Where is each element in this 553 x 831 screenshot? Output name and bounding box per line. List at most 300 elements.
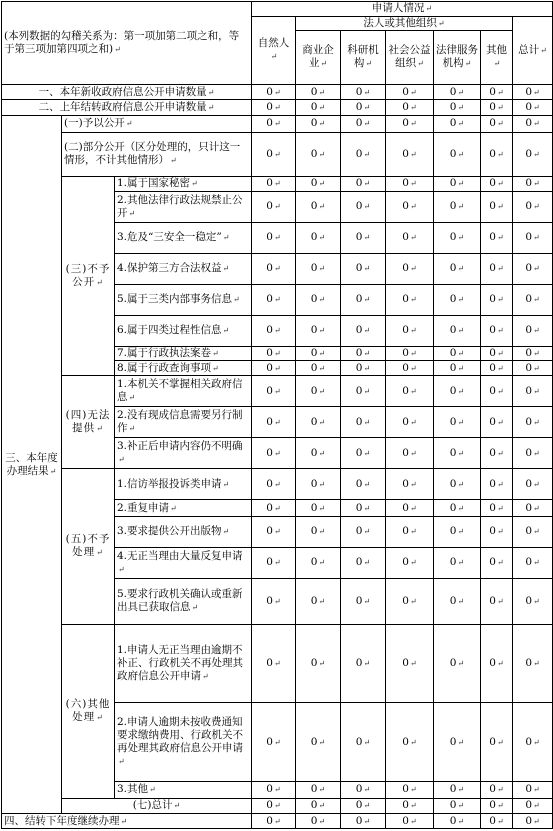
item-label [115, 703, 252, 782]
paragraph-mark-icon: ↵ [318, 479, 326, 489]
paragraph-mark-icon: ↵ [273, 737, 281, 747]
commercial-header [296, 31, 341, 85]
group-label [62, 115, 252, 132]
value-cell [252, 814, 296, 829]
paragraph-mark-icon: ↵ [409, 596, 417, 606]
value-cell-text: 0 [266, 556, 273, 569]
value-cell [513, 100, 553, 116]
section-label-text: 一、本年新收政府信息公开申请数量 [38, 85, 207, 98]
paragraph-mark-icon: ↵ [318, 202, 326, 212]
paragraph-mark-icon: ↵ [222, 233, 230, 243]
value-cell-text: 0 [355, 501, 363, 514]
paragraph-mark-icon: ↵ [318, 658, 326, 668]
value-cell-text: 0 [310, 200, 318, 213]
value-cell-text: 0 [310, 177, 318, 190]
value-cell [386, 284, 434, 315]
value-cell-text: 0 [355, 231, 363, 244]
group-label [62, 132, 252, 177]
paragraph-mark-icon: ↵ [540, 45, 547, 55]
value-cell [513, 222, 553, 253]
paragraph-mark-icon: ↵ [318, 558, 326, 568]
value-cell-text: 0 [489, 262, 496, 275]
value-cell [296, 579, 341, 625]
paragraph-mark-icon: ↵ [318, 737, 326, 747]
value-cell [481, 115, 513, 132]
value-cell [296, 84, 341, 100]
paragraph-mark-icon: ↵ [363, 326, 371, 336]
value-cell [252, 469, 296, 500]
value-cell-text: 0 [489, 501, 496, 514]
value-cell [386, 177, 434, 192]
value-cell-text: 0 [355, 101, 363, 114]
paragraph-mark-icon: ↵ [533, 202, 540, 212]
value-cell-text: 0 [449, 415, 457, 428]
paragraph-mark-icon: ↵ [533, 658, 540, 668]
value-cell-text: 0 [402, 525, 409, 538]
value-cell [513, 177, 553, 192]
value-cell [513, 516, 553, 547]
paragraph-mark-icon: ↵ [409, 448, 417, 458]
paragraph-mark-icon: ↵ [496, 103, 504, 113]
value-cell-text: 0 [355, 293, 363, 306]
value-cell [386, 100, 434, 116]
paragraph-mark-icon: ↵ [457, 179, 465, 189]
paragraph-mark-icon: ↵ [457, 119, 465, 129]
value-cell-text: 0 [402, 594, 409, 607]
total-header [513, 16, 553, 84]
paragraph-mark-icon: ↵ [409, 264, 417, 274]
value-cell-text: 0 [355, 783, 363, 796]
paragraph-mark-icon: ↵ [222, 264, 230, 274]
paragraph-mark-icon: ↵ [273, 658, 281, 668]
item-label [115, 469, 252, 500]
paragraph-mark-icon: ↵ [437, 18, 445, 28]
value-cell-text: 0 [310, 594, 318, 607]
value-cell-text: 0 [449, 324, 457, 337]
paragraph-mark-icon: ↵ [496, 448, 504, 458]
value-cell [252, 177, 296, 192]
item-label-text: 4.无正当理由大量反复申请 [117, 549, 243, 562]
value-cell-text: 0 [489, 231, 496, 244]
paragraph-mark-icon: ↵ [318, 386, 326, 396]
value-cell [341, 253, 386, 284]
value-cell [341, 115, 386, 132]
value-cell [513, 346, 553, 361]
value-cell [386, 547, 434, 578]
group-label-text: (四)无法提供 [65, 409, 111, 435]
paragraph-mark-icon: ↵ [318, 596, 326, 606]
value-cell [434, 361, 481, 376]
legal-group-header [296, 16, 513, 31]
value-cell [513, 191, 553, 222]
value-cell-text: 0 [266, 200, 273, 213]
paragraph-mark-icon: ↵ [409, 558, 417, 568]
table-row [2, 2, 553, 17]
item-label-text: 5.要求行政机关确认或重新出具已获取信息 [117, 588, 243, 614]
value-cell-text: 0 [402, 783, 409, 796]
section-label-text: 二、上年结转政府信息公开申请数量 [38, 101, 207, 114]
paragraph-mark-icon: ↵ [496, 386, 504, 396]
value-cell [252, 624, 296, 703]
value-cell [341, 500, 386, 517]
paragraph-mark-icon: ↵ [207, 103, 215, 113]
value-cell-text: 0 [266, 231, 273, 244]
value-cell [252, 100, 296, 116]
paragraph-mark-icon: ↵ [191, 179, 198, 189]
value-cell [386, 782, 434, 799]
paragraph-mark-icon: ↵ [496, 179, 504, 189]
paragraph-mark-icon: ↵ [318, 233, 326, 243]
paragraph-mark-icon: ↵ [363, 87, 371, 97]
paragraph-mark-icon: ↵ [318, 801, 326, 811]
section-label [2, 84, 252, 100]
value-cell-text: 0 [489, 799, 496, 812]
item-label-text: 3.要求提供公开出版物 [117, 525, 222, 538]
value-cell-text: 0 [266, 324, 273, 337]
value-cell [386, 132, 434, 177]
value-cell-text: 0 [489, 200, 496, 213]
value-cell [386, 115, 434, 132]
paragraph-mark-icon: ↵ [409, 737, 417, 747]
value-cell [341, 703, 386, 782]
group-label-text: (五)不予处理 [65, 533, 111, 559]
value-cell-text: 0 [449, 477, 457, 490]
paragraph-mark-icon: ↵ [273, 417, 281, 427]
value-cell-text: 0 [525, 384, 532, 397]
value-cell-text: 0 [525, 525, 532, 538]
paragraph-mark-icon: ↵ [222, 479, 230, 489]
value-cell-text: 0 [355, 735, 363, 748]
value-cell-text: 0 [355, 177, 363, 190]
value-cell [481, 346, 513, 361]
paragraph-mark-icon: ↵ [273, 448, 281, 458]
value-cell [296, 346, 341, 361]
value-cell-text: 0 [525, 231, 532, 244]
paragraph-mark-icon: ↵ [363, 558, 371, 568]
paragraph-mark-icon: ↵ [457, 264, 465, 274]
value-cell-text: 0 [449, 200, 457, 213]
value-cell [434, 407, 481, 438]
paragraph-mark-icon: ↵ [318, 264, 326, 274]
value-cell-text: 0 [525, 446, 532, 459]
value-cell [434, 222, 481, 253]
paragraph-mark-icon: ↵ [318, 417, 326, 427]
value-cell [513, 284, 553, 315]
value-cell [513, 624, 553, 703]
table-row [2, 469, 553, 500]
value-cell-text: 0 [525, 117, 532, 130]
value-cell [481, 191, 513, 222]
item-label [115, 177, 252, 192]
paragraph-mark-icon: ↵ [457, 326, 465, 336]
paragraph-mark-icon: ↵ [118, 455, 125, 465]
paragraph-mark-icon: ↵ [273, 264, 281, 274]
paragraph-mark-icon: ↵ [496, 349, 504, 359]
value-cell-text: 0 [525, 501, 532, 514]
table-row [2, 177, 553, 192]
paragraph-mark-icon: ↵ [318, 363, 326, 373]
value-cell [434, 516, 481, 547]
section-label-text: 四、结转下年度继续办理 [4, 814, 120, 827]
table-row [2, 100, 553, 116]
paragraph-mark-icon: ↵ [457, 386, 465, 396]
value-cell-text: 0 [310, 117, 318, 130]
paragraph-mark-icon: ↵ [273, 119, 281, 129]
paragraph-mark-icon: ↵ [212, 349, 219, 359]
item-label [115, 624, 252, 703]
value-cell [513, 115, 553, 132]
paragraph-mark-icon: ↵ [496, 596, 504, 606]
value-cell [386, 798, 434, 814]
value-cell-text: 0 [266, 477, 273, 490]
value-cell [296, 624, 341, 703]
value-cell-text: 0 [402, 656, 409, 669]
value-cell [513, 798, 553, 814]
paragraph-mark-icon: ↵ [409, 179, 417, 189]
table-row [2, 84, 553, 100]
value-cell-text: 0 [310, 415, 318, 428]
item-label [115, 547, 252, 578]
value-cell [252, 375, 296, 406]
item-label-text: 2.其他法律行政法规禁止公开 [117, 193, 243, 219]
value-cell-text: 0 [266, 262, 273, 275]
applicant-header [252, 2, 553, 17]
paragraph-mark-icon: ↵ [496, 326, 504, 336]
paragraph-mark-icon: ↵ [533, 816, 540, 826]
paragraph-mark-icon: ↵ [273, 801, 281, 811]
paragraph-mark-icon: ↵ [457, 596, 465, 606]
value-cell-text: 0 [310, 85, 318, 98]
paragraph-mark-icon: ↵ [96, 713, 104, 723]
paragraph-mark-icon: ↵ [120, 816, 128, 826]
table-row [2, 132, 553, 177]
value-cell-text: 0 [449, 594, 457, 607]
value-cell-text: 0 [310, 231, 318, 244]
paragraph-mark-icon: ↵ [273, 479, 281, 489]
paragraph-mark-icon: ↵ [496, 417, 504, 427]
paragraph-mark-icon: ↵ [409, 149, 417, 159]
value-cell [481, 703, 513, 782]
paragraph-mark-icon: ↵ [533, 386, 540, 396]
value-cell-text: 0 [525, 556, 532, 569]
group-label [62, 469, 115, 624]
table-row [2, 115, 553, 132]
value-cell-text: 0 [449, 177, 457, 190]
paragraph-mark-icon: ↵ [409, 326, 417, 336]
value-cell [341, 469, 386, 500]
value-cell-text: 0 [449, 147, 457, 160]
value-cell [296, 132, 341, 177]
paragraph-mark-icon: ↵ [496, 149, 504, 159]
value-cell-text: 0 [402, 147, 409, 160]
value-cell-text: 0 [489, 85, 496, 98]
value-cell-text: 0 [310, 347, 318, 360]
value-cell-text: 0 [489, 101, 496, 114]
paragraph-mark-icon: ↵ [363, 503, 371, 513]
paragraph-mark-icon: ↵ [457, 202, 465, 212]
paragraph-mark-icon: ↵ [457, 558, 465, 568]
paragraph-mark-icon: ↵ [409, 202, 417, 212]
paragraph-mark-icon: ↵ [363, 202, 371, 212]
value-cell-text: 0 [525, 477, 532, 490]
value-cell [434, 703, 481, 782]
paragraph-mark-icon: ↵ [318, 295, 326, 305]
value-cell-text: 0 [525, 85, 532, 98]
value-cell [341, 438, 386, 469]
value-cell [481, 438, 513, 469]
value-cell-text: 0 [402, 200, 409, 213]
paragraph-mark-icon: ↵ [318, 119, 326, 129]
value-cell-text: 0 [449, 735, 457, 748]
value-cell-text: 0 [489, 117, 496, 130]
value-cell-text: 0 [310, 101, 318, 114]
value-cell-text: 0 [525, 347, 532, 360]
item-label-text: 2.申请人逾期未按收费通知要求缴纳费用、行政机关不再处理其政府信息公开申请 [117, 716, 243, 755]
value-cell [481, 624, 513, 703]
value-cell-text: 0 [525, 415, 532, 428]
value-cell-text: 0 [525, 262, 532, 275]
value-cell [434, 315, 481, 346]
paragraph-mark-icon: ↵ [493, 59, 501, 69]
paragraph-mark-icon: ↵ [273, 596, 281, 606]
group-label-text: (一)予以公开 [64, 117, 125, 130]
value-cell [513, 132, 553, 177]
paragraph-mark-icon: ↵ [457, 349, 465, 359]
value-cell-text: 0 [489, 525, 496, 538]
value-cell [386, 191, 434, 222]
value-cell-text: 0 [402, 262, 409, 275]
paragraph-mark-icon: ↵ [496, 737, 504, 747]
item-label-text: 1.属于国家秘密 [117, 177, 191, 190]
value-cell [252, 361, 296, 376]
value-cell-text: 0 [266, 384, 273, 397]
value-cell-text: 0 [449, 293, 457, 306]
group-label-text: (六)其他处理 [65, 698, 111, 724]
value-cell-text: 0 [355, 446, 363, 459]
value-cell-text: 0 [402, 177, 409, 190]
natural-person-header [252, 16, 296, 84]
paragraph-mark-icon: ↵ [409, 503, 417, 513]
paragraph-mark-icon: ↵ [128, 208, 136, 218]
paragraph-mark-icon: ↵ [96, 278, 104, 288]
paragraph-mark-icon: ↵ [363, 527, 371, 537]
item-label-text: 8.属于行政查询事项 [117, 361, 212, 374]
value-cell [481, 132, 513, 177]
value-cell-text: 0 [489, 415, 496, 428]
paragraph-mark-icon: ↵ [409, 119, 417, 129]
value-cell [434, 132, 481, 177]
value-cell [481, 814, 513, 829]
value-cell [252, 407, 296, 438]
value-cell-text: 0 [402, 293, 409, 306]
value-cell [481, 500, 513, 517]
value-cell-text: 0 [355, 415, 363, 428]
value-cell [434, 438, 481, 469]
value-cell-text: 0 [355, 594, 363, 607]
value-cell-text: 0 [489, 556, 496, 569]
value-cell [296, 284, 341, 315]
value-cell [386, 84, 434, 100]
other-header [481, 31, 513, 85]
value-cell [252, 84, 296, 100]
value-cell [252, 284, 296, 315]
paragraph-mark-icon: ↵ [496, 816, 504, 826]
item-label [115, 315, 252, 346]
paragraph-mark-icon: ↵ [409, 363, 417, 373]
item-label [115, 253, 252, 284]
value-cell [386, 516, 434, 547]
value-cell [434, 624, 481, 703]
paragraph-mark-icon: ↵ [533, 349, 540, 359]
item-label [115, 407, 252, 438]
value-cell [434, 500, 481, 517]
item-label-text: 4.保护第三方合法权益 [117, 262, 222, 275]
value-cell-text: 0 [402, 799, 409, 812]
group-label [62, 798, 252, 814]
paragraph-mark-icon: ↵ [457, 801, 465, 811]
paragraph-mark-icon: ↵ [273, 349, 281, 359]
value-cell-text: 0 [266, 415, 273, 428]
value-cell [252, 798, 296, 814]
paragraph-mark-icon: ↵ [533, 448, 540, 458]
value-cell-text: 0 [310, 147, 318, 160]
value-cell-text: 0 [355, 324, 363, 337]
value-cell [296, 469, 341, 500]
paragraph-mark-icon: ↵ [49, 466, 57, 476]
paragraph-mark-icon: ↵ [409, 233, 417, 243]
value-cell-text: 0 [449, 783, 457, 796]
value-cell-text: 0 [355, 347, 363, 360]
value-cell [341, 782, 386, 799]
paragraph-mark-icon: ↵ [496, 527, 504, 537]
value-cell [386, 579, 434, 625]
value-cell-text: 0 [266, 147, 273, 160]
value-cell-text: 0 [355, 814, 363, 827]
paragraph-mark-icon: ↵ [363, 363, 371, 373]
value-cell [434, 253, 481, 284]
paragraph-mark-icon: ↵ [533, 417, 540, 427]
value-cell [513, 782, 553, 799]
paragraph-mark-icon: ↵ [170, 503, 177, 513]
value-cell-text: 0 [266, 101, 273, 114]
value-cell-text: 0 [266, 656, 273, 669]
value-cell-text: 0 [449, 525, 457, 538]
value-cell [252, 315, 296, 346]
value-cell [341, 191, 386, 222]
value-cell [513, 407, 553, 438]
value-cell-text: 0 [355, 525, 363, 538]
value-cell-text: 0 [266, 525, 273, 538]
paragraph-mark-icon: ↵ [457, 658, 465, 668]
value-cell [513, 500, 553, 517]
item-label [115, 516, 252, 547]
paragraph-mark-icon: ↵ [318, 448, 326, 458]
value-cell-text: 0 [489, 735, 496, 748]
table-row [2, 814, 553, 829]
paragraph-mark-icon: ↵ [363, 349, 371, 359]
table-row [2, 798, 553, 814]
value-cell-text: 0 [489, 147, 496, 160]
value-cell-text: 0 [449, 384, 457, 397]
value-cell-text: 0 [402, 85, 409, 98]
value-cell-text: 0 [489, 177, 496, 190]
value-cell [434, 469, 481, 500]
paragraph-mark-icon: ↵ [417, 59, 424, 69]
value-cell-text: 0 [402, 117, 409, 130]
value-cell [341, 177, 386, 192]
item-label-text: 2.没有现成信息需要另行制作 [117, 409, 243, 435]
paragraph-mark-icon: ↵ [128, 393, 136, 402]
